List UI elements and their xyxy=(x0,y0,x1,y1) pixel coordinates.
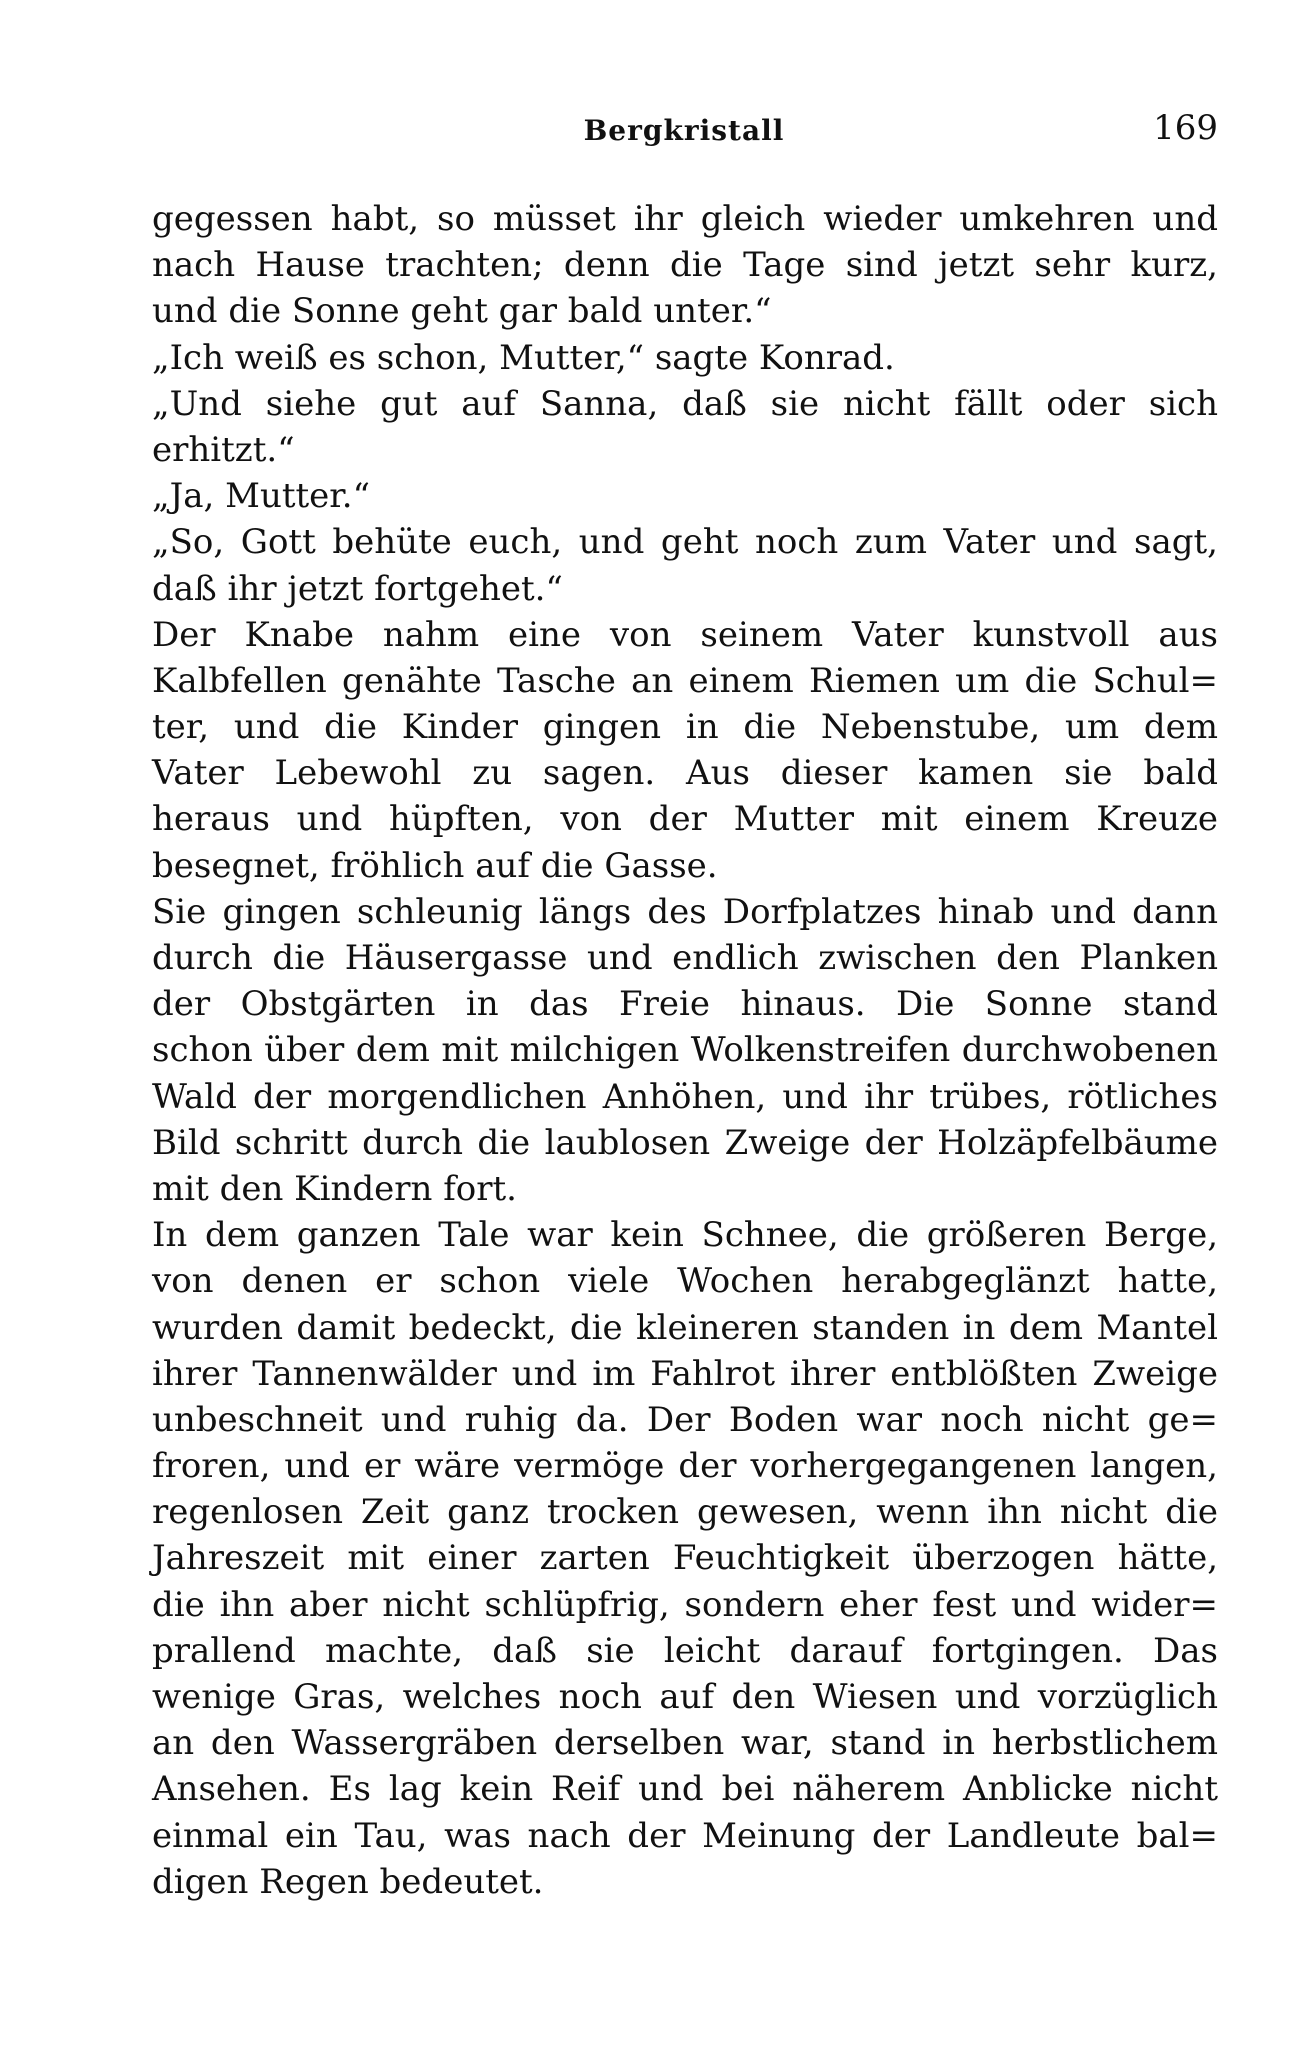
text-line: gegessen habt, so müsset ihr gleich wieder umkehren und xyxy=(152,199,1218,239)
text-line: digen Regen bedeutet. xyxy=(152,1861,544,1902)
text-line: wenige Gras, welches noch auf den Wiesen und vorzüglich xyxy=(152,1677,1218,1717)
text-line: „Ich weiß es schon, Mutter,“ sagte Konrad. xyxy=(152,337,895,378)
text-line: „Und siehe gut auf Sanna, daß sie nicht fällt oder sich xyxy=(152,383,1218,424)
text-line: In dem ganzen Tale war kein Schnee, die größeren Berge, xyxy=(152,1215,1218,1256)
text-line: Jahreszeit mit einer zarten Feuchtigkeit überzogen hätte, xyxy=(152,1538,1218,1579)
page-header xyxy=(150,108,1218,152)
text-line: der Obstgärten in das Freie hinaus. Die Sonne stand xyxy=(152,984,1218,1025)
text-line: ter, und die Kinder gingen in die Nebenstube, um dem xyxy=(152,707,1218,748)
text-line: nach Hause trachten; denn die Tage sind jetzt sehr kurz, xyxy=(152,245,1218,286)
text-line: froren, und er wäre vermöge der vorhergegangenen langen, xyxy=(152,1446,1218,1487)
text-line: Wald der morgendlichen Anhöhen, und ihr trübes, rötliches xyxy=(152,1076,1218,1117)
text-line: die ihn aber nicht schlüpfrig, sondern eher fest und wider= xyxy=(152,1584,1218,1625)
text-line: schon über dem mit milchigen Wolkenstreifen durchwobenen xyxy=(152,1030,1218,1071)
running-head: Bergkristall xyxy=(583,114,785,147)
text-line: einmal ein Tau, was nach der Meinung der Landleute bal= xyxy=(152,1815,1218,1856)
text-line: ihrer Tannenwälder und im Fahlrot ihrer entblößten Zweige xyxy=(152,1353,1218,1394)
text-line: mit den Kindern fort. xyxy=(152,1168,517,1209)
text-line: daß ihr jetzt fortgehet.“ xyxy=(152,568,563,609)
page-number: 169 xyxy=(1153,108,1218,148)
text-line: Sie gingen schleunig längs des Dorfplatzes hinab und dann xyxy=(152,891,1218,932)
text-line: und die Sonne geht gar bald unter.“ xyxy=(152,291,772,332)
text-line: Ansehen. Es lag kein Reif und bei näherem Anblicke nicht xyxy=(152,1769,1218,1810)
text-line: unbeschneit und ruhig da. Der Boden war noch nicht ge= xyxy=(152,1399,1218,1440)
text-line: Der Knabe nahm eine von seinem Vater kunstvoll aus xyxy=(152,614,1218,655)
text-line: besegnet, fröhlich auf die Gasse. xyxy=(152,845,718,886)
body-text xyxy=(152,196,1218,1905)
text-line: regenlosen Zeit ganz trocken gewesen, wenn ihn nicht die xyxy=(152,1492,1218,1533)
text-line: an den Wassergräben derselben war, stand in herbstlichem xyxy=(152,1723,1218,1764)
text-line: prallend machte, daß sie leicht darauf fortgingen. Das xyxy=(152,1630,1218,1671)
text-line: Vater Lebewohl zu sagen. Aus dieser kamen sie bald xyxy=(152,753,1218,794)
text-line: von denen er schon viele Wochen herabgeglänzt hatte, xyxy=(152,1261,1218,1302)
text-line: durch die Häusergasse und endlich zwischen den Planken xyxy=(152,938,1218,978)
text-line: wurden damit bedeckt, die kleineren standen in dem Mantel xyxy=(152,1307,1218,1348)
text-line: „So, Gott behüte euch, und geht noch zum Vater und sagt, xyxy=(152,522,1218,563)
text-line: Bild schritt durch die laublosen Zweige der Holzäpfelbäume xyxy=(152,1122,1218,1163)
text-line: Kalbfellen genähte Tasche an einem Riemen um die Schul= xyxy=(152,660,1218,701)
text-line: heraus und hüpften, von der Mutter mit einem Kreuze xyxy=(152,799,1218,840)
text-line: „Ja, Mutter.“ xyxy=(152,476,370,517)
text-line: erhitzt.“ xyxy=(152,429,295,470)
